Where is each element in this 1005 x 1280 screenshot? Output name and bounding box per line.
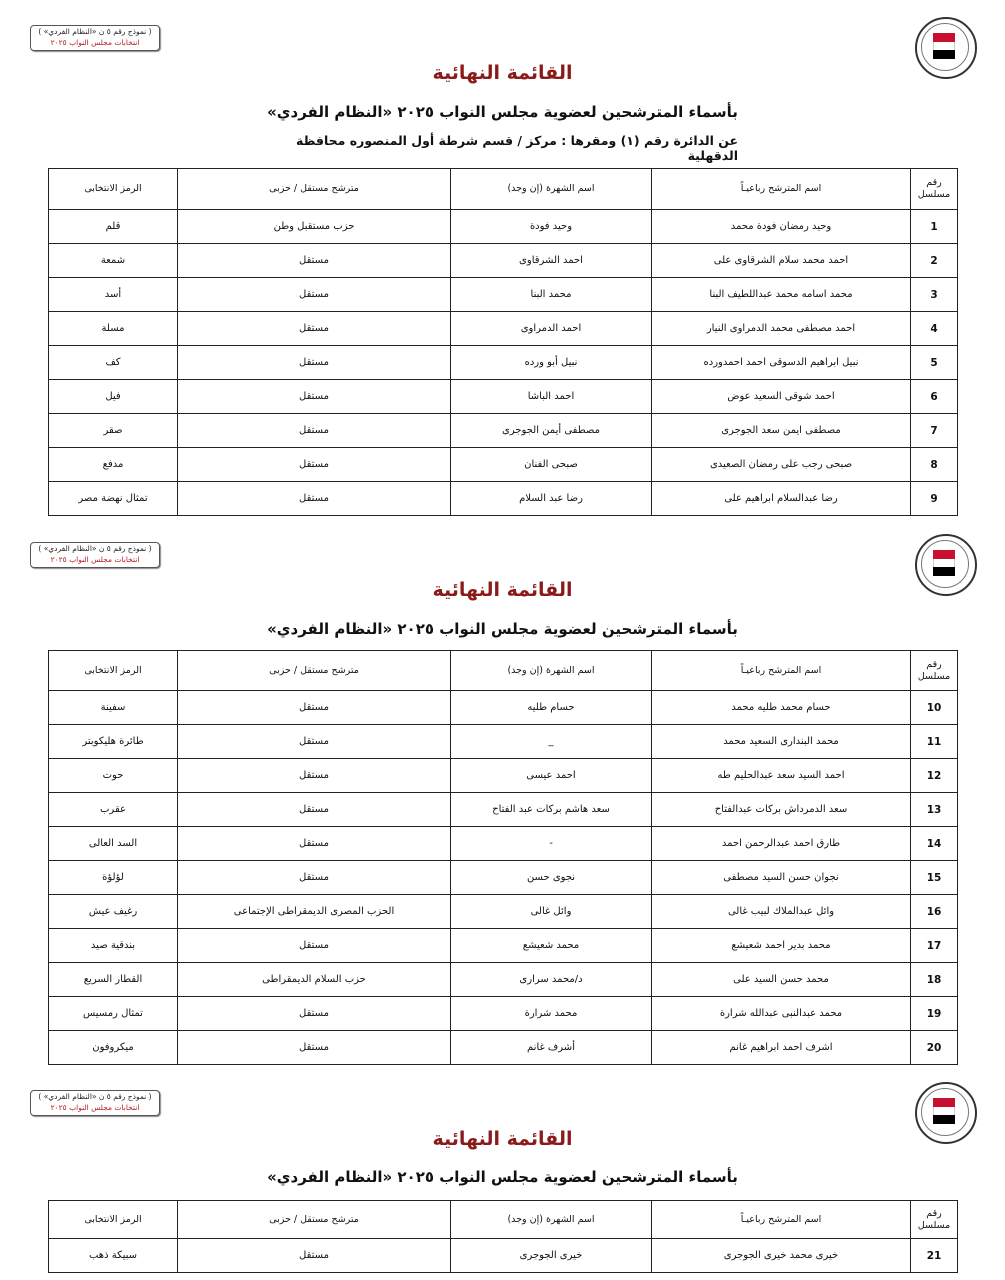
page-subtitle: بأسماء المترشحين لعضوية مجلس النواب ٢٠٢٥ «النظام الفردي» [267, 103, 738, 121]
cell-serial: 2 [911, 244, 958, 278]
cell-party: مستقل [178, 244, 451, 278]
cell-symbol: تمثال رمسيس [49, 997, 178, 1031]
cell-party: حزب السلام الديمقراطى [178, 963, 451, 997]
cell-party: مستقل [178, 861, 451, 895]
cell-symbol: سبيكة ذهب [49, 1239, 178, 1273]
cell-candidate-name: محمد اسامه محمد عبداللطيف البنا [652, 278, 911, 312]
cell-popular-name: احمد الباشا [451, 380, 652, 414]
cell-popular-name: محمد البنا [451, 278, 652, 312]
cell-symbol: مدفع [49, 448, 178, 482]
cell-symbol: طائرة هليكوبتر [49, 725, 178, 759]
form-label-line1: ( نموذج رقم ٥ ن «النظام الفردي» ) [38, 27, 152, 36]
cell-party: مستقل [178, 759, 451, 793]
cell-party: الحزب المصرى الديمقراطى الإجتماعى [178, 895, 451, 929]
cell-popular-name: أشرف غانم [451, 1031, 652, 1065]
cell-popular-name: احمد عيسى [451, 759, 652, 793]
cell-party: مستقل [178, 1031, 451, 1065]
col-header-party: مترشح مستقل / حزبى [178, 169, 451, 210]
cell-serial: 14 [911, 827, 958, 861]
cell-candidate-name: نجوان حسن السيد مصطفى [652, 861, 911, 895]
cell-candidate-name: نبيل ابراهيم الدسوقى احمد احمدورده [652, 346, 911, 380]
cell-party: مستقل [178, 929, 451, 963]
cell-symbol: عقرب [49, 793, 178, 827]
col-header-name: اسم المترشح رباعيـاً [652, 1201, 911, 1239]
cell-candidate-name: طارق احمد عبدالرحمن احمد [652, 827, 911, 861]
cell-symbol: بندقية صيد [49, 929, 178, 963]
cell-candidate-name: صبحى رجب على رمضان الصعيدى [652, 448, 911, 482]
cell-serial: 12 [911, 759, 958, 793]
col-header-num: رقم مسلسل [911, 169, 958, 210]
cell-serial: 4 [911, 312, 958, 346]
cell-serial: 3 [911, 278, 958, 312]
col-header-fame: اسم الشهرة (إن وجد) [451, 169, 652, 210]
cell-candidate-name: احمد محمد سلام الشرقاوى على [652, 244, 911, 278]
cell-serial: 16 [911, 895, 958, 929]
cell-party: حزب مستقبل وطن [178, 210, 451, 244]
cell-party: مستقل [178, 725, 451, 759]
cell-serial: 6 [911, 380, 958, 414]
cell-candidate-name: اشرف احمد ابراهيم غانم [652, 1031, 911, 1065]
cell-serial: 15 [911, 861, 958, 895]
cell-candidate-name: احمد شوقى السعيد عوض [652, 380, 911, 414]
cell-popular-name: وحيد فودة [451, 210, 652, 244]
cell-party: مستقل [178, 827, 451, 861]
cell-popular-name: مصطفى أيمن الجوجرى [451, 414, 652, 448]
cell-party: مستقل [178, 997, 451, 1031]
col-header-party: مترشح مستقل / حزبى [178, 1201, 451, 1239]
cell-serial: 17 [911, 929, 958, 963]
cell-popular-name: احمد الدمراوى [451, 312, 652, 346]
cell-candidate-name: مصطفى ايمن سعد الجوجرى [652, 414, 911, 448]
cell-symbol: قلم [49, 210, 178, 244]
cell-symbol: مسلة [49, 312, 178, 346]
col-header-fame: اسم الشهرة (إن وجد) [451, 651, 652, 691]
cell-serial: 7 [911, 414, 958, 448]
cell-serial: 18 [911, 963, 958, 997]
cell-symbol: رغيف عيش [49, 895, 178, 929]
page-subtitle: بأسماء المترشحين لعضوية مجلس النواب ٢٠٢٥ «النظام الفردي» [267, 620, 738, 638]
cell-party: مستقل [178, 312, 451, 346]
cell-popular-name: صبحى الفنان [451, 448, 652, 482]
cell-popular-name: - [451, 827, 652, 861]
col-header-num: رقم مسلسل [911, 1201, 958, 1239]
page-title: القائمة النهائية [432, 579, 573, 601]
cell-symbol: حوت [49, 759, 178, 793]
cell-popular-name: نبيل أبو ورده [451, 346, 652, 380]
cell-serial: 1 [911, 210, 958, 244]
cell-candidate-name: وحيد رمضان فودة محمد [652, 210, 911, 244]
col-header-symbol: الرمز الانتخابى [49, 1201, 178, 1239]
cell-serial: 21 [911, 1239, 958, 1273]
table-row [49, 1239, 958, 1273]
cell-serial: 20 [911, 1031, 958, 1065]
page-subtitle: بأسماء المترشحين لعضوية مجلس النواب ٢٠٢٥ «النظام الفردي» [267, 1168, 738, 1186]
cell-party: مستقل [178, 691, 451, 725]
cell-party: مستقل [178, 448, 451, 482]
cell-serial: 11 [911, 725, 958, 759]
cell-party: مستقل [178, 414, 451, 448]
cell-popular-name: محمد شعيشع [451, 929, 652, 963]
col-header-fame: اسم الشهرة (إن وجد) [451, 1201, 652, 1239]
form-label-line1: ( نموذج رقم ٥ ن «النظام الفردي» ) [38, 544, 152, 553]
cell-symbol: السد العالى [49, 827, 178, 861]
cell-serial: 13 [911, 793, 958, 827]
cell-serial: 10 [911, 691, 958, 725]
cell-candidate-name: محمد عبدالنبى عبدالله شرارة [652, 997, 911, 1031]
cell-popular-name: سعد هاشم بركات عبد الفتاح [451, 793, 652, 827]
col-header-name: اسم المترشح رباعيـاً [652, 169, 911, 210]
col-header-symbol: الرمز الانتخابى [49, 651, 178, 691]
form-label-line2: انتخابات مجلس النواب ٢٠٢٥ [50, 1103, 140, 1112]
cell-popular-name: _ [451, 725, 652, 759]
cell-symbol: لؤلؤة [49, 861, 178, 895]
cell-party: مستقل [178, 346, 451, 380]
col-header-num: رقم مسلسل [911, 651, 958, 691]
col-header-party: مترشح مستقل / حزبى [178, 651, 451, 691]
cell-symbol: فيل [49, 380, 178, 414]
cell-symbol: تمثال نهضة مصر [49, 482, 178, 516]
page-title: القائمة النهائية [432, 62, 573, 84]
col-header-name: اسم المترشح رباعيـاً [652, 651, 911, 691]
cell-serial: 9 [911, 482, 958, 516]
col-header-symbol: الرمز الانتخابى [49, 169, 178, 210]
cell-party: مستقل [178, 482, 451, 516]
cell-party: مستقل [178, 278, 451, 312]
cell-candidate-name: محمد حسن السيد على [652, 963, 911, 997]
cell-candidate-name: سعد الدمرداش بركات عبدالفتاح [652, 793, 911, 827]
cell-popular-name: محمد شرارة [451, 997, 652, 1031]
cell-symbol: أسد [49, 278, 178, 312]
cell-symbol: كف [49, 346, 178, 380]
cell-symbol: صقر [49, 414, 178, 448]
cell-candidate-name: وائل عبدالملاك لبيب غالى [652, 895, 911, 929]
cell-popular-name: وائل غالى [451, 895, 652, 929]
cell-symbol: سفينة [49, 691, 178, 725]
cell-candidate-name: حسام محمد طليه محمد [652, 691, 911, 725]
cell-popular-name: حسام طليه [451, 691, 652, 725]
cell-candidate-name: خيرى محمد خيرى الجوجرى [652, 1239, 911, 1273]
page-title: القائمة النهائية [432, 1128, 573, 1150]
cell-candidate-name: احمد مصطفى محمد الدمراوى النيار [652, 312, 911, 346]
cell-symbol: شمعة [49, 244, 178, 278]
form-label-line1: ( نموذج رقم ٥ ن «النظام الفردي» ) [38, 1092, 152, 1101]
cell-party: مستقل [178, 793, 451, 827]
cell-serial: 8 [911, 448, 958, 482]
cell-candidate-name: محمد البندارى السعيد محمد [652, 725, 911, 759]
cell-serial: 5 [911, 346, 958, 380]
cell-popular-name: رضا عبد السلام [451, 482, 652, 516]
form-label-line2: انتخابات مجلس النواب ٢٠٢٥ [50, 38, 140, 47]
cell-popular-name: د/محمد سرارى [451, 963, 652, 997]
form-label-box [30, 1090, 160, 1116]
cell-popular-name: احمد الشرقاوى [451, 244, 652, 278]
cell-popular-name: نجوى حسن [451, 861, 652, 895]
district-info: عن الدائرة رقم (١) ومقرها : مركز / قسم شرطة أول المنصوره محافظة الدقهلية [296, 133, 738, 163]
cell-candidate-name: محمد بدير احمد شعيشع [652, 929, 911, 963]
cell-party: مستقل [178, 380, 451, 414]
cell-candidate-name: رضا عبدالسلام ابراهيم على [652, 482, 911, 516]
candidates-table [48, 1200, 958, 1273]
cell-party: مستقل [178, 1239, 451, 1273]
cell-popular-name: خيرى الجوجرى [451, 1239, 652, 1273]
cell-symbol: القطار السريع [49, 963, 178, 997]
cell-serial: 19 [911, 997, 958, 1031]
form-label-line2: انتخابات مجلس النواب ٢٠٢٥ [50, 555, 140, 564]
cell-symbol: ميكروفون [49, 1031, 178, 1065]
cell-candidate-name: احمد السيد سعد عبدالحليم طه [652, 759, 911, 793]
